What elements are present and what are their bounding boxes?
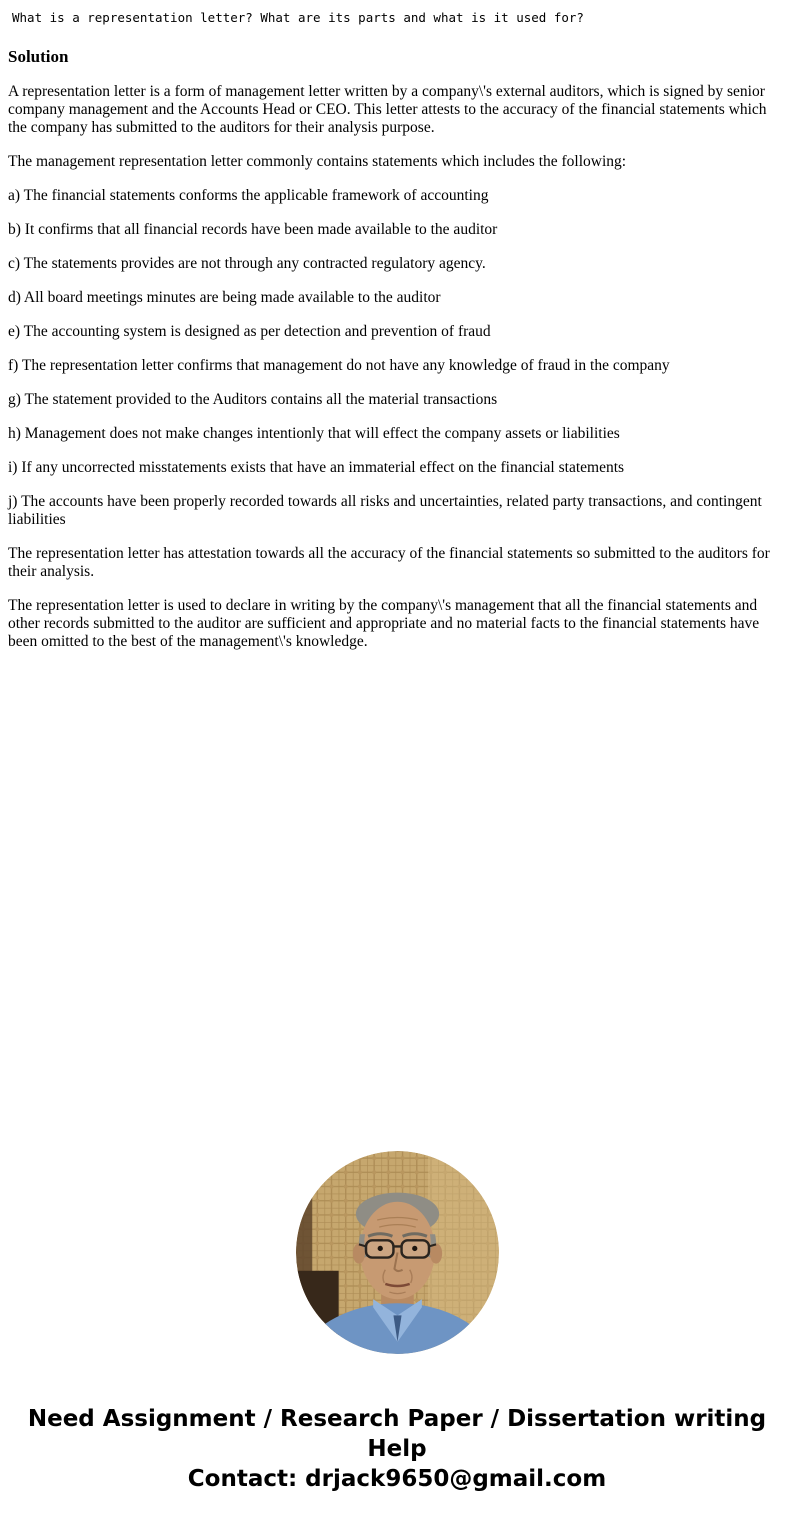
solution-paragraph: The management representation letter commonly contains statements which includes the following: — [8, 153, 627, 170]
list-item-f: f) The representation letter confirms that management do not have any knowledge of fraud in the company — [8, 357, 670, 374]
eye — [377, 1246, 382, 1251]
solution-paragraph: A representation letter is a form of management letter written by a company\'s external auditors, which is signed by senior company management and the Accounts Head or CEO. This letter attests to the accuracy of the financial statements which the company has submitted to the auditors for their analysis purpose. — [8, 83, 767, 136]
list-item-j: j) The accounts have been properly recorded towards all risks and uncertainties, related party transactions, and contingent liabilities — [8, 493, 762, 528]
list-item-c: c) The statements provides are not through any contracted regulatory agency. — [8, 255, 486, 272]
list-item-i: i) If any uncorrected misstatements exists that have an immaterial effect on the financial statements — [8, 459, 625, 476]
list-item-g: g) The statement provided to the Auditors contains all the material transactions — [8, 391, 498, 408]
contact-email-text: Contact: drjack9650@gmail.com — [187, 1466, 607, 1492]
person-avatar-image — [296, 1151, 499, 1354]
list-item-h: h) Management does not make changes intentionly that will effect the company assets or liabilities — [8, 425, 620, 442]
tutor-photo — [296, 1151, 499, 1354]
list-item-a: a) The financial statements conforms the applicable framework of accounting — [8, 187, 489, 204]
footer-advert — [8, 1404, 786, 1494]
list-item-e: e) The accounting system is designed as per detection and prevention of fraud — [8, 323, 491, 340]
solution-paragraph: The representation letter is used to declare in writing by the company\'s management that all the financial statements and other records submitted to the auditor are sufficient and appropriate and no material facts to the financial statements have been omitted to the best of the management\'s knowledge. — [8, 597, 760, 650]
list-item-b: b) It confirms that all financial records have been made available to the auditor — [8, 221, 498, 238]
help-text: Need Assignment / Research Paper / Dissertation writing Help — [27, 1406, 767, 1462]
question-text: What is a representation letter? What are its parts and what is it used for? — [12, 10, 584, 25]
solution-paragraph: The representation letter has attestation towards all the accuracy of the financial statements so submitted to the auditors for their analysis. — [8, 545, 770, 580]
list-item-d: d) All board meetings minutes are being made available to the auditor — [8, 289, 441, 306]
solution-heading: Solution — [8, 47, 69, 66]
eye — [412, 1246, 417, 1251]
